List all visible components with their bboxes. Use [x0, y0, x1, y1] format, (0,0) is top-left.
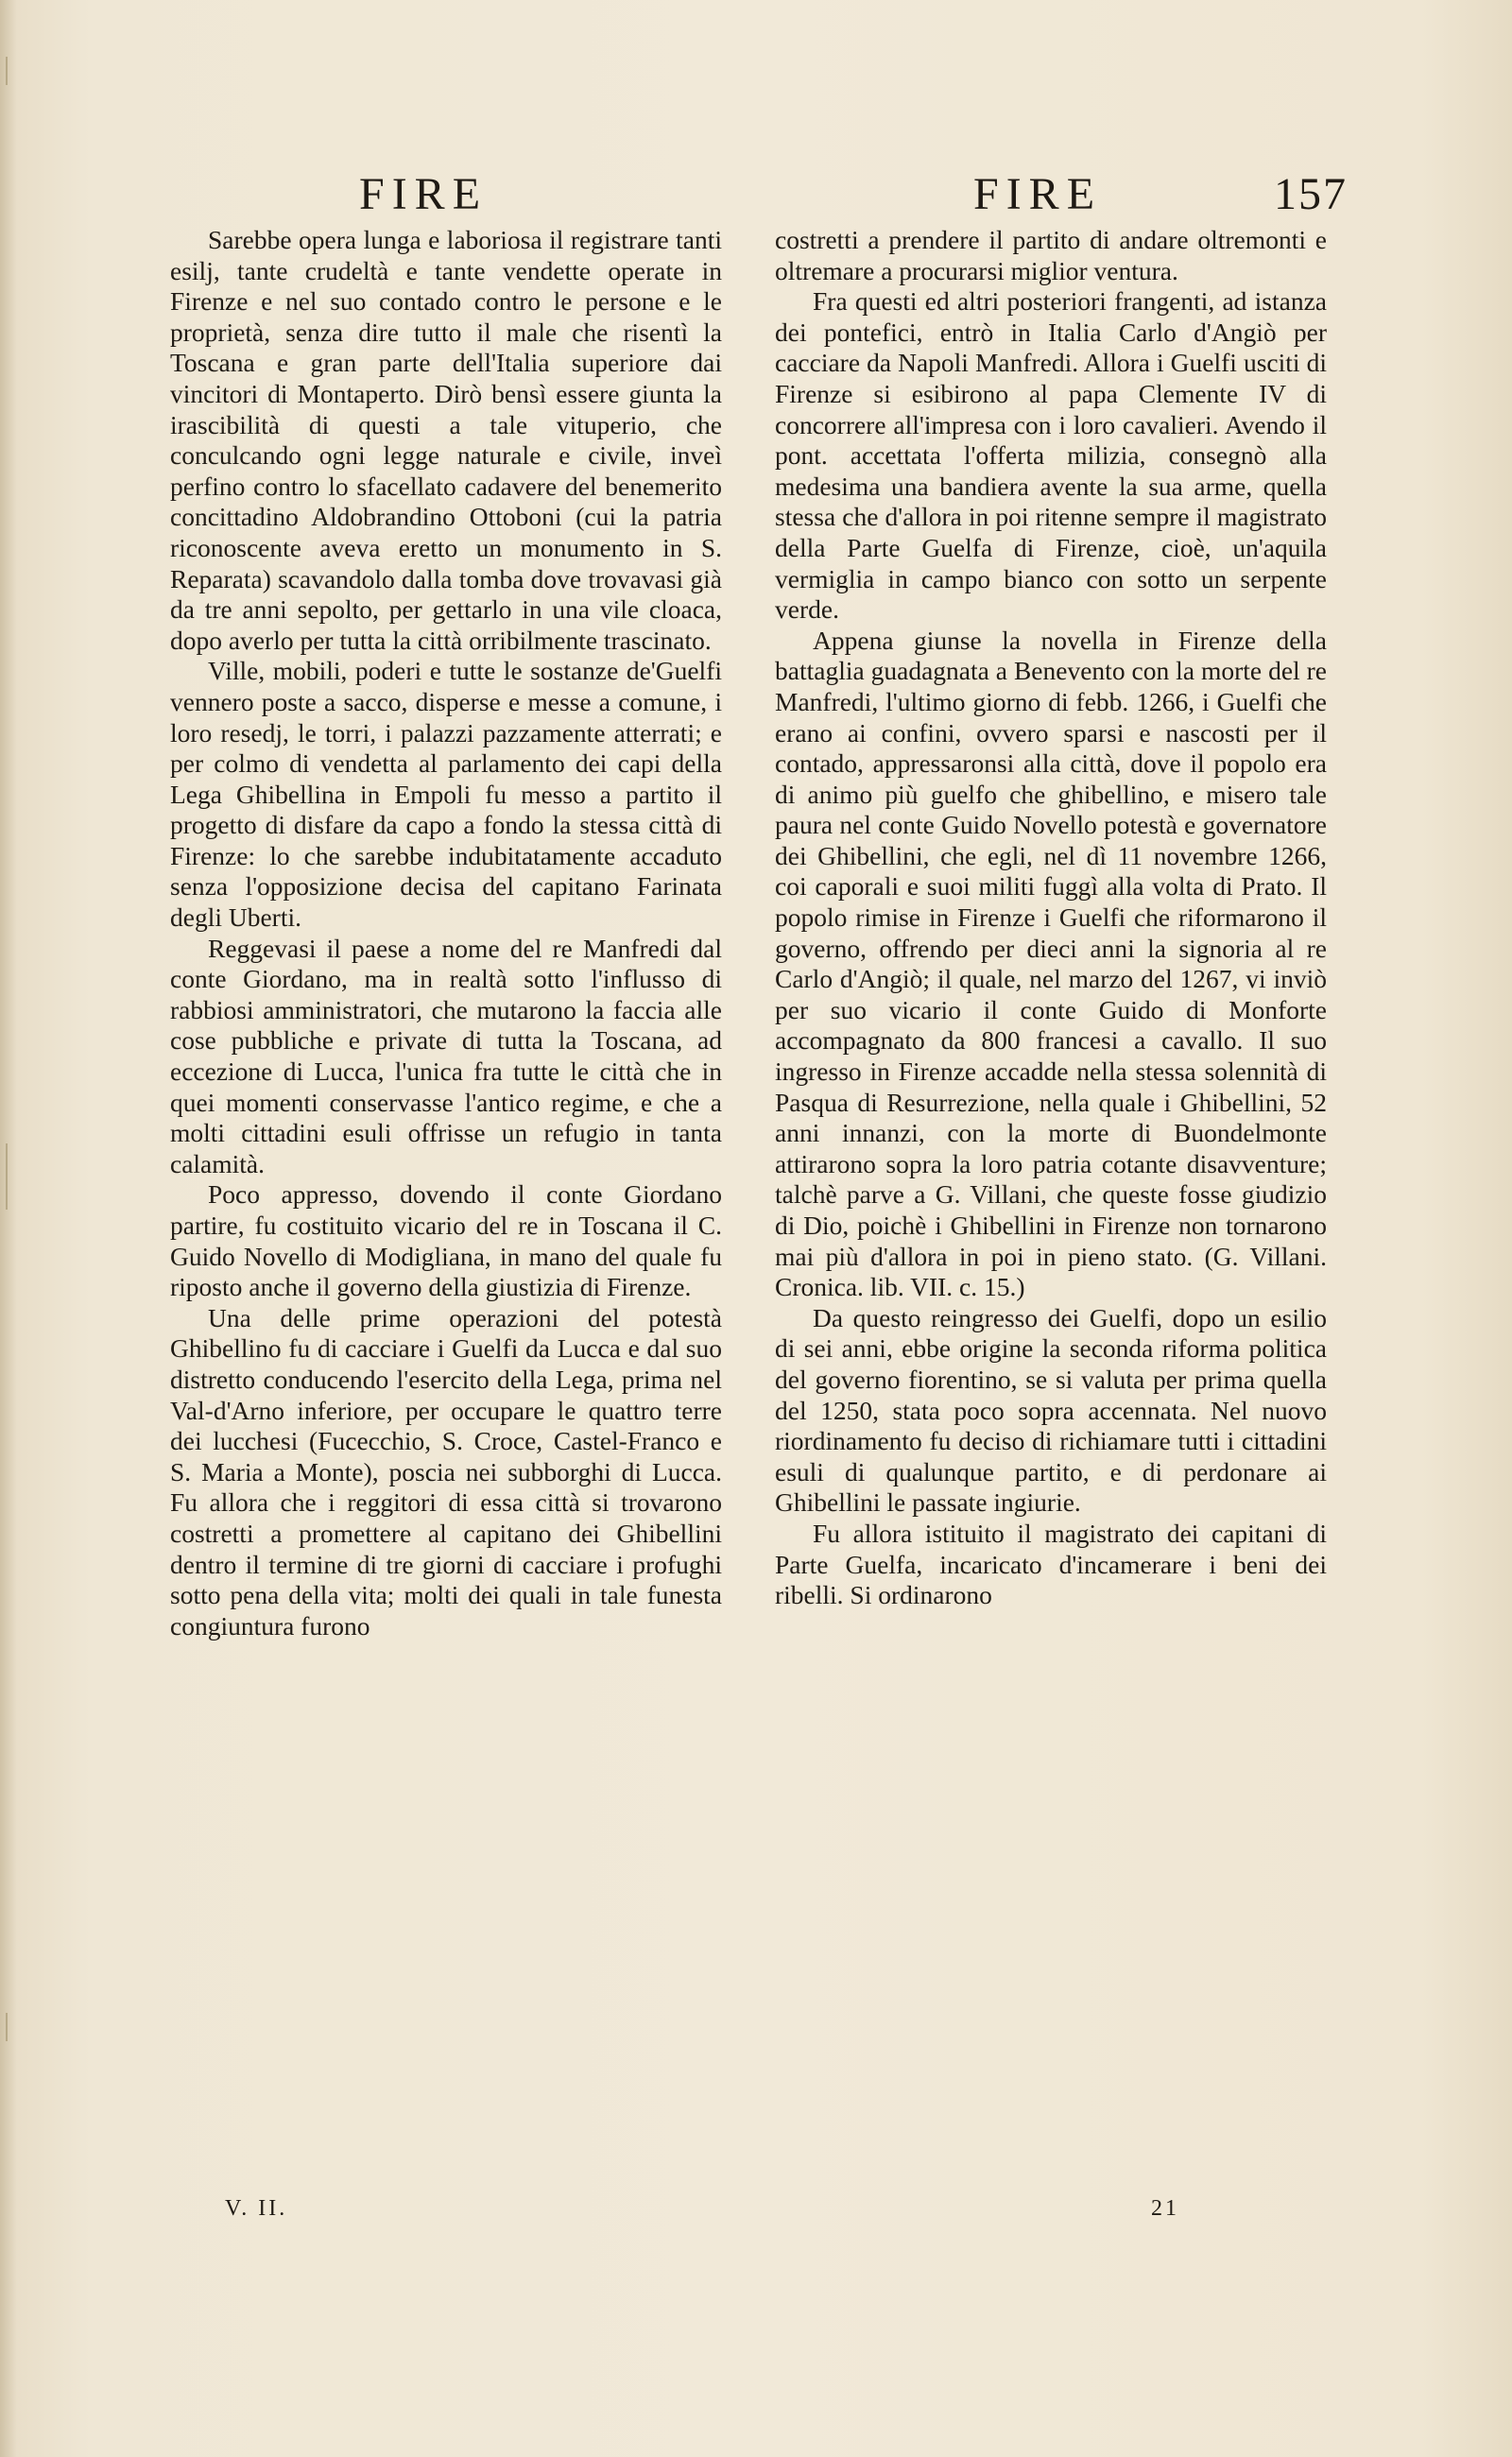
edge-mark [6, 1143, 8, 1210]
page-number: 157 [1274, 169, 1348, 219]
paragraph: Poco appresso, dovendo il conte Giordano partire, fu costituito vicario del re in Toscana il C. Guido Novello di Modigliana, in mano del quale fu riposto anche il governo della giustizia di Firenze. [170, 1179, 722, 1302]
edge-mark [6, 57, 8, 85]
running-head-right: FIRE [973, 169, 1103, 219]
binding-edge [0, 0, 17, 2457]
paragraph: Sarebbe opera lunga e laboriosa il registrare tanti esilj, tante crudeltà e tante vendette operate in Firenze e nel suo contado contro le persone e le proprietà, senza dire tutto il male che risentì la Toscana e gran parte dell'Italia superiore dai vincitori di Montaperto. Dirò bensì essere giunta la irascibilità di questi a tale vituperio, che conculcando ogni legge naturale e civile, inveì perfino contro lo sfacellato cadavere del benemerito concittadino Aldobrandino Ottoboni (cui la patria riconoscente aveva eretto un monumento in S. Reparata) scavandolo dalla tomba dove trovavasi già da tre anni sepolto, per gettarlo in una vile cloaca, dopo averlo per tutta la città orribilmente trascinato. [170, 225, 722, 655]
left-column [170, 225, 722, 1641]
running-head-left: FIRE [359, 169, 489, 219]
paragraph: Fu allora istituito il magistrato dei capitani di Parte Guelfa, incaricato d'incamerare i beni dei ribelli. Si ordinarono [775, 1518, 1327, 1610]
right-column [775, 225, 1327, 1611]
paragraph: Fra questi ed altri posteriori frangenti, ad istanza dei pontefici, entrò in Italia Carlo d'Angiò per cacciare da Napoli Manfredi. Allora i Guelfi usciti di Firenze si esibirono al papa Clemente IV di concorrere all'impresa con i loro cavalieri. Avendo il pont. accettata l'offerta milizia, consegnò alla medesima una bandiera avente la sua arme, quella stessa che d'allora in poi ritenne sempre il magistrato della Parte Guelfa di Firenze, cioè, un'aquila vermiglia in campo bianco con sotto un serpente verde. [775, 286, 1327, 625]
sheet-number: 21 [1151, 2196, 1179, 2221]
paragraph: Reggevasi il paese a nome del re Manfredi dal conte Giordano, ma in realtà sotto l'influsso di rabbiosi amministratori, che mutarono la faccia alle cose pubbliche e private di tutta la Toscana, ad eccezione di Lucca, l'unica fra tutte le città che in quei momenti conservasse l'antico regime, e che a molti cittadini esuli offrisse un refugio in tanta calamità. [170, 933, 722, 1178]
paragraph: Una delle prime operazioni del potestà Ghibellino fu di cacciare i Guelfi da Lucca e dal suo distretto conducendo l'esercito della Lega, prima nel Val-d'Arno inferiore, per occupare le quattro terre dei lucchesi (Fucecchio, S. Croce, Castel-Franco e S. Maria a Monte), poscia nei subborghi di Lucca. Fu allora che i reggitori di essa città si trovarono costretti a promettere al capitano dei Ghibellini dentro il termine di tre giorni di cacciare i profughi sotto pena della vita; molti dei quali in tale funesta congiuntura furono [170, 1302, 722, 1641]
paragraph: Da questo reingresso dei Guelfi, dopo un esilio di sei anni, ebbe origine la seconda riforma politica del governo fiorentino, se si valuta per prima quella del 1250, stata poco sopra accennata. Nel nuovo riordinamento fu deciso di richiamare tutti i cittadini esuli di qualunque partito, e di perdonare ai Ghibellini le passate ingiurie. [775, 1302, 1327, 1518]
paragraph-continuation: costretti a prendere il partito di andare oltremonti e oltremare a procurarsi miglior ventura. [775, 225, 1327, 285]
paragraph: Appena giunse la novella in Firenze della battaglia guadagnata a Benevento con la morte del re Manfredi, l'ultimo giorno di febb. 1266, i Guelfi che erano ai confini, ovvero sparsi e nascosti per il contado, appressaronsi alla città, dove il popolo era di animo più guelfo che ghibellino, e misero tale paura nel conte Guido Novello potestà e governatore dei Ghibellini, che egli, nel dì 11 novembre 1266, coi caporali e suoi militi fuggì alla volta di Prato. Il popolo rimise in Firenze i Guelfi che riformarono il governo, offrendo per dieci anni la signoria al re Carlo d'Angiò; il quale, nel marzo del 1267, vi inviò per suo vicario il conte Guido di Monforte accompagnato da 800 francesi a cavallo. Il suo ingresso in Firenze accadde nella stessa solennità di Pasqua di Resurrezione, nella quale i Ghibellini, 52 anni innanzi, con la morte di Buondelmonte attirarono sopra la loro patria cotante disavventure; talchè parve a G. Villani, che queste fosse giudizio di Dio, poichè i Ghibellini in Firenze non tornarono mai più d'allora in poi in pieno stato. (G. Villani. Cronica. lib. VII. c. 15.) [775, 625, 1327, 1302]
paragraph: Ville, mobili, poderi e tutte le sostanze de'Guelfi vennero poste a sacco, disperse e messe a comune, i loro resedj, le torri, i palazzi pazzamente atterrati; e per colmo di vendetta al parlamento dei capi della Lega Ghibellina in Empoli fu messo a partito il progetto di disfare da capo a fondo la stessa città di Firenze: lo che sarebbe indubitatamente accaduto senza l'opposizione decisa del capitano Farinata degli Uberti. [170, 656, 722, 933]
edge-mark [6, 2013, 8, 2041]
signature-mark: V. II. [225, 2196, 288, 2221]
